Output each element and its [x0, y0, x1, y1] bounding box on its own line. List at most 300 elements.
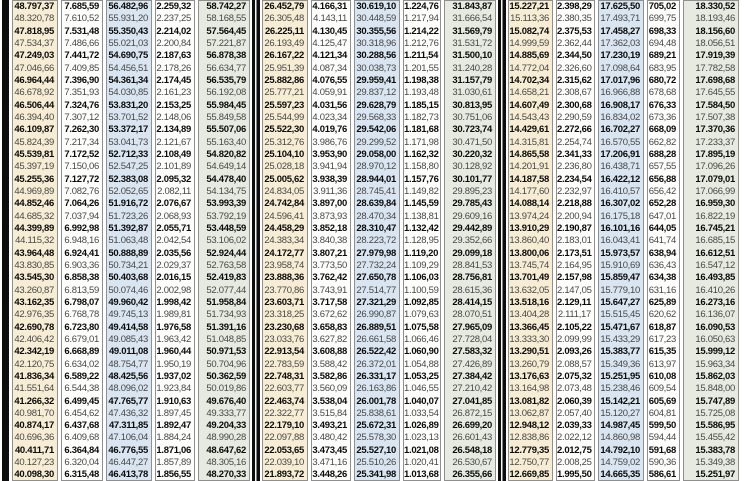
table-cell: 15.862,03 — [695, 370, 735, 382]
table-cell: 46.776,55 — [108, 444, 148, 456]
table-cell: 2.105,22 — [557, 321, 592, 333]
table-cell: 680,72 — [648, 74, 676, 86]
amortization-table — [12, 0, 739, 481]
table-cell: 27.728,04 — [452, 333, 492, 345]
table-cell: 25.522,30 — [264, 124, 304, 136]
table-cell: 2.016,15 — [156, 272, 191, 284]
table-cell: 17.782,58 — [695, 62, 735, 74]
table-cell: 1.060,90 — [404, 346, 439, 358]
table-cell: 2.039,33 — [557, 420, 592, 432]
table-cell: 14.885,69 — [509, 50, 549, 62]
table-cell: 56.535,79 — [206, 74, 246, 86]
table-cell: 17.362,03 — [600, 37, 640, 49]
table-cell: 52.077,44 — [206, 284, 246, 296]
table-cell: 17.919,39 — [695, 50, 735, 62]
table-cell: 43.964,48 — [14, 247, 54, 259]
table-cell: 4.059,91 — [312, 87, 347, 99]
table-cell: 28.841,53 — [452, 259, 492, 271]
table-cell: 6.437,68 — [64, 420, 99, 432]
table-cell: 49.333,77 — [206, 407, 246, 419]
table-cell: 1.181,68 — [404, 124, 439, 136]
table-cell: 2.153,25 — [156, 99, 191, 111]
table-cell: 3.986,76 — [312, 136, 347, 148]
table-cell: 22.603,77 — [264, 383, 304, 395]
table-cell: 23.230,68 — [264, 321, 304, 333]
table-cell: 48.270,33 — [206, 469, 246, 481]
table-cell: 4.166,31 — [312, 1, 347, 12]
table-cell: 2.341,33 — [557, 148, 592, 160]
table-cell: 54.649,14 — [206, 161, 246, 173]
table-cell: 16.090,53 — [695, 321, 735, 333]
table-cell: 26.889,51 — [356, 321, 396, 333]
table-cell: 6.589,22 — [64, 370, 99, 382]
table-cell: 2.002,98 — [156, 284, 191, 296]
table-cell: 30.128,92 — [452, 161, 492, 173]
table-cell: 16.908,17 — [600, 99, 640, 111]
table-cell: 53.831,20 — [108, 99, 148, 111]
table-cell: 29.568,33 — [356, 111, 396, 123]
table-cell: 47.818,95 — [14, 25, 54, 37]
table-cell: 2.315,62 — [557, 74, 592, 86]
table-cell: 31.030,61 — [452, 87, 492, 99]
table-cell: 26.331,17 — [356, 370, 396, 382]
table-cell: 26.452,79 — [264, 1, 304, 12]
table-column — [508, 0, 553, 481]
table-cell: 3.807,21 — [312, 247, 347, 259]
table-cell: 12.838,86 — [509, 432, 549, 444]
table-cell: 16.702,27 — [600, 124, 640, 136]
table-cell: 40.127,23 — [14, 457, 54, 469]
table-cell: 27.965,09 — [452, 321, 492, 333]
table-cell: 27.979,98 — [356, 247, 396, 259]
table-cell: 28.070,51 — [452, 309, 492, 321]
table-cell: 6.813,59 — [64, 284, 99, 296]
table-cell: 49.085,43 — [108, 333, 148, 345]
table-cell: 4.087,34 — [312, 62, 347, 74]
table-cell: 1.211,54 — [404, 50, 439, 62]
table-cell: 26.661,58 — [356, 333, 396, 345]
table-cell: 2.055,71 — [156, 222, 191, 234]
table-cell: 3.608,88 — [312, 346, 347, 358]
table-cell: 17.098,64 — [600, 62, 640, 74]
table-cell: 1.119,20 — [404, 247, 439, 259]
table-cell: 50.971,53 — [206, 346, 246, 358]
table-cell: 27.650,78 — [356, 272, 396, 284]
table-cell: 6.320,04 — [64, 457, 99, 469]
table-cell: 29.099,18 — [452, 247, 492, 259]
table-cell: 2.200,84 — [156, 37, 191, 49]
table-cell: 43.830,85 — [14, 259, 54, 271]
table-cell: 22.053,65 — [264, 444, 304, 456]
table-cell: 30.318,96 — [356, 37, 396, 49]
table-cell: 3.480,42 — [312, 432, 347, 444]
table-cell: 2.290,59 — [557, 111, 592, 123]
table-cell: 2.164,95 — [557, 259, 592, 271]
table-cell: 3.873,93 — [312, 210, 347, 222]
table-cell: 41.836,34 — [14, 370, 54, 382]
table-cell: 15.725,08 — [695, 407, 735, 419]
table-cell: 13.290,51 — [509, 346, 549, 358]
table-cell: 26.872,15 — [452, 407, 492, 419]
table-cell: 699,75 — [648, 13, 676, 25]
table-cell: 57.564,45 — [206, 25, 246, 37]
table-cell: 46.413,78 — [108, 469, 148, 481]
table-cell: 49.745,13 — [108, 309, 148, 321]
table-cell: 18.330,52 — [695, 1, 735, 12]
table-cell: 51.391,16 — [206, 321, 246, 333]
table-cell: 17.458,27 — [600, 25, 640, 37]
table-cell: 56.878,38 — [206, 50, 246, 62]
table-cell: 586,61 — [648, 469, 676, 481]
table-cell: 46.678,92 — [14, 87, 54, 99]
table-cell: 48.425,56 — [108, 370, 148, 382]
column-group — [12, 0, 250, 481]
table-cell: 25.838,61 — [356, 407, 396, 419]
table-cell: 15.999,12 — [695, 346, 735, 358]
table-cell: 3.473,45 — [312, 444, 347, 456]
table-cell: 2.218,88 — [557, 198, 592, 210]
table-cell: 15.383,78 — [695, 444, 735, 456]
table-cell: 17.017,96 — [600, 74, 640, 86]
table-cell: 30.101,77 — [452, 173, 492, 185]
table-cell: 16.547,12 — [695, 259, 735, 271]
table-cell: 3.840,38 — [312, 235, 347, 247]
table-cell: 16.570,55 — [600, 136, 640, 148]
table-cell: 52.924,44 — [206, 247, 246, 259]
table-cell: 30.355,56 — [356, 25, 396, 37]
table-column — [403, 0, 441, 481]
table-cell: 14.987,45 — [600, 420, 640, 432]
table-cell: 46.506,44 — [14, 99, 54, 111]
table-cell: 689,21 — [648, 50, 676, 62]
table-cell: 1.128,95 — [404, 235, 439, 247]
table-cell: 26.601,43 — [452, 432, 492, 444]
table-cell: 15.227,21 — [509, 1, 549, 12]
table-cell: 45.539,81 — [14, 148, 54, 160]
table-cell: 25.510,26 — [356, 457, 396, 469]
table-cell: 2.178,26 — [156, 62, 191, 74]
table-cell: 1.212,76 — [404, 37, 439, 49]
table-cell: 24.834,05 — [264, 185, 304, 197]
table-cell: 1.020,41 — [404, 457, 439, 469]
table-cell: 14.177,60 — [509, 185, 549, 197]
table-cell: 7.150,06 — [64, 161, 99, 173]
table-cell: 51.048,85 — [206, 333, 246, 345]
table-cell: 1.884,24 — [156, 432, 191, 444]
table-cell: 50.403,68 — [108, 272, 148, 284]
table-cell: 7.217,34 — [64, 136, 99, 148]
table-cell: 53.792,19 — [206, 210, 246, 222]
table-cell: 15.238,46 — [600, 383, 640, 395]
table-cell: 15.973,57 — [600, 247, 640, 259]
table-cell: 17.584,50 — [695, 99, 735, 111]
table-cell: 2.088,57 — [557, 358, 592, 370]
table-cell: 6.668,89 — [64, 346, 99, 358]
table-cell: 1.998,42 — [156, 296, 191, 308]
table-cell: 30.220,32 — [452, 148, 492, 160]
table-cell: 7.396,90 — [64, 74, 99, 86]
table-cell: 55.931,20 — [108, 13, 148, 25]
table-cell: 25.341,98 — [356, 469, 396, 481]
table-cell: 14.865,58 — [509, 148, 549, 160]
table-cell: 644,05 — [648, 222, 676, 234]
table-column — [598, 0, 644, 481]
table-cell: 615,35 — [648, 346, 676, 358]
table-cell: 14.429,61 — [509, 124, 549, 136]
table-cell: 16.410,26 — [695, 284, 735, 296]
table-cell: 54.134,75 — [206, 185, 246, 197]
table-cell: 4.130,45 — [312, 25, 347, 37]
table-cell: 1.046,55 — [404, 383, 439, 395]
table-cell: 647,01 — [648, 210, 676, 222]
table-cell: 51.723,26 — [108, 210, 148, 222]
table-cell: 2.237,25 — [156, 13, 191, 25]
table-cell: 47.534,37 — [14, 37, 54, 49]
table-cell: 55.507,06 — [206, 124, 246, 136]
table-cell: 13.860,40 — [509, 235, 549, 247]
table-cell: 1.021,08 — [404, 444, 439, 456]
table-cell: 29.299,52 — [356, 136, 396, 148]
table-cell: 16.834,02 — [600, 111, 640, 123]
table-cell: 15.113,36 — [510, 13, 549, 25]
table-cell: 14.201,91 — [509, 161, 549, 173]
table-cell: 4.019,76 — [312, 124, 347, 136]
table-cell: 23.318,25 — [264, 309, 304, 321]
table-cell: 2.362,44 — [557, 37, 592, 49]
table-cell: 28.223,72 — [356, 235, 396, 247]
table-cell: 27.384,42 — [452, 370, 492, 382]
table-cell: 6.858,38 — [64, 272, 99, 284]
table-cell: 4.023,34 — [312, 111, 347, 123]
table-cell: 7.324,76 — [64, 99, 99, 111]
table-cell: 52.763,58 — [206, 259, 246, 271]
table-cell: 13.404,28 — [509, 309, 549, 321]
table-cell: 1.871,06 — [156, 444, 191, 456]
table-cell: 4.076,55 — [312, 74, 347, 86]
table-cell: 44.685,32 — [14, 210, 54, 222]
table-cell: 3.658,83 — [312, 321, 347, 333]
table-cell: 2.326,60 — [557, 62, 592, 74]
table-cell: 14.860,98 — [600, 432, 640, 444]
table-cell: 31.531,72 — [452, 37, 492, 49]
table-cell: 23.033,76 — [264, 333, 304, 345]
table-cell: 1.033,54 — [404, 407, 439, 419]
table-cell: 2.008,25 — [557, 457, 592, 469]
table-cell: 1.132,42 — [404, 222, 439, 234]
table-cell: 15.859,47 — [600, 272, 640, 284]
table-cell: 27.732,24 — [356, 259, 396, 271]
table-cell: 22.783,59 — [264, 358, 304, 370]
table-cell: 2.111,17 — [557, 309, 591, 321]
table-cell: 14.607,49 — [509, 99, 549, 111]
table-cell: 28.756,81 — [452, 272, 492, 284]
table-cell: 1.185,15 — [404, 99, 439, 111]
table-cell: 6.679,01 — [64, 333, 99, 345]
table-cell: 7.172,52 — [64, 148, 99, 160]
table-cell: 29.837,12 — [356, 87, 396, 99]
table-cell: 705,02 — [648, 1, 676, 12]
table-cell: 53.993,39 — [206, 198, 246, 210]
table-cell: 30.448,59 — [356, 13, 396, 25]
table-cell: 16.493,85 — [695, 272, 735, 284]
table-cell: 25.312,76 — [264, 136, 304, 148]
table-cell: 1.856,55 — [156, 469, 191, 481]
table-cell: 47.765,77 — [108, 395, 148, 407]
table-cell: 590,36 — [648, 457, 676, 469]
table-cell: 1.976,58 — [156, 321, 191, 333]
table-cell: 2.214,02 — [156, 25, 191, 37]
table-cell: 678,68 — [648, 87, 676, 99]
group-separator-line — [252, 0, 260, 481]
table-cell: 591,68 — [648, 444, 676, 456]
table-cell: 29.785,43 — [452, 198, 492, 210]
table-cell: 618,87 — [648, 321, 676, 333]
table-cell: 30.813,95 — [452, 99, 492, 111]
table-column — [106, 0, 152, 481]
table-cell: 15.910,69 — [600, 259, 640, 271]
table-cell: 28.414,15 — [452, 296, 492, 308]
table-cell: 609,54 — [648, 383, 676, 395]
table-cell: 6.409,68 — [64, 432, 99, 444]
table-cell: 23.770,86 — [264, 284, 304, 296]
table-cell: 1.217,94 — [404, 13, 439, 25]
table-cell: 641,74 — [648, 235, 676, 247]
table-cell: 1.026,89 — [404, 420, 439, 432]
table-cell: 3.773,50 — [312, 259, 347, 271]
table-cell: 55.849,58 — [206, 111, 246, 123]
table-cell: 14.665,35 — [600, 469, 640, 481]
table-cell: 2.173,51 — [557, 247, 592, 259]
table-column — [262, 0, 308, 481]
table-cell: 2.174,45 — [156, 74, 191, 86]
table-cell: 51.392,87 — [108, 222, 148, 234]
table-cell: 40.098,30 — [14, 469, 54, 481]
table-cell: 47.311,85 — [108, 420, 148, 432]
table-cell: 7.409,85 — [64, 62, 99, 74]
table-cell: 13.974,24 — [509, 210, 549, 222]
table-cell: 2.042,54 — [156, 235, 191, 247]
table-cell: 13.260,79 — [509, 358, 549, 370]
table-cell: 15.383,77 — [600, 346, 640, 358]
table-cell: 15.349,36 — [600, 358, 640, 370]
table-cell: 7.351,93 — [64, 87, 99, 99]
table-cell: 27.210,42 — [452, 383, 492, 395]
table-cell: 16.685,15 — [695, 235, 735, 247]
table-cell: 3.448,26 — [312, 469, 347, 481]
table-cell: 2.147,05 — [557, 284, 592, 296]
table-cell: 14.543,43 — [509, 111, 549, 123]
table-cell: 30.751,06 — [452, 111, 492, 123]
table-cell: 43.545,30 — [14, 272, 54, 284]
table-cell: 52.419,83 — [206, 272, 246, 284]
table-cell: 13.910,29 — [509, 222, 549, 234]
table-cell: 3.852,18 — [312, 222, 347, 234]
table-cell: 1.106,03 — [404, 272, 439, 284]
table-cell: 31.157,79 — [452, 74, 492, 86]
table-cell: 14.187,58 — [509, 173, 549, 185]
table-cell: 2.200,94 — [557, 210, 592, 222]
table-cell: 16.307,02 — [600, 198, 640, 210]
table-cell: 46.964,44 — [14, 74, 54, 86]
table-cell: 7.610,52 — [64, 13, 99, 25]
table-cell: 16.745,21 — [695, 222, 735, 234]
table-cell: 49.960,42 — [108, 296, 148, 308]
table-cell: 27.426,89 — [452, 358, 492, 370]
table-cell: 3.471,16 — [312, 457, 347, 469]
table-cell: 6.924,41 — [64, 247, 99, 259]
table-cell: 1.092,85 — [404, 296, 439, 308]
table-cell: 55.163,40 — [206, 136, 246, 148]
table-cell: 48.754,77 — [108, 358, 148, 370]
table-cell: 21.893,72 — [264, 469, 304, 481]
table-cell: 31.569,79 — [452, 25, 492, 37]
table-cell: 28.970,12 — [356, 161, 396, 173]
table-cell: 2.375,53 — [557, 25, 592, 37]
table-cell: 56.634,77 — [206, 62, 246, 74]
table-cell: 15.647,27 — [600, 296, 640, 308]
table-cell: 42.120,75 — [14, 358, 54, 370]
table-cell: 22.322,77 — [264, 407, 304, 419]
table-cell: 1.040,07 — [404, 395, 439, 407]
table-cell: 1.066,46 — [404, 333, 439, 345]
table-cell: 3.743,91 — [312, 284, 347, 296]
table-cell: 1.937,02 — [156, 370, 191, 382]
table-cell: 1.214,22 — [404, 25, 439, 37]
table-cell: 48.320,78 — [14, 13, 54, 25]
table-cell: 15.963,34 — [695, 358, 735, 370]
table-cell: 44.852,46 — [14, 198, 54, 210]
table-cell: 24.383,34 — [264, 235, 304, 247]
table-cell: 1.075,58 — [404, 321, 439, 333]
table-cell: 28.944,01 — [356, 173, 396, 185]
table-cell: 26.167,22 — [264, 50, 304, 62]
table-cell: 14.702,34 — [509, 74, 549, 86]
table-cell: 49.011,08 — [108, 346, 148, 358]
table-cell: 12.779,35 — [509, 444, 549, 456]
table-cell: 31.666,54 — [452, 13, 492, 25]
table-cell: 28.470,34 — [356, 210, 396, 222]
table-cell: 17.206,91 — [600, 148, 640, 160]
table-cell: 1.053,25 — [404, 370, 439, 382]
table-cell: 604,81 — [648, 407, 676, 419]
table-cell: 29.352,66 — [452, 235, 492, 247]
table-cell: 15.433,29 — [600, 333, 640, 345]
table-cell: 1.897,45 — [156, 407, 191, 419]
table-cell: 4.143,11 — [313, 13, 347, 25]
table-cell: 31.500,10 — [452, 50, 492, 62]
table-cell: 2.259,32 — [156, 1, 191, 12]
table-cell: 42.976,35 — [14, 309, 54, 321]
table-cell: 1.100,59 — [404, 284, 439, 296]
table-cell: 30.471,50 — [452, 136, 492, 148]
table-cell: 49.414,58 — [108, 321, 148, 333]
table-cell: 1.182,73 — [404, 111, 439, 123]
table-cell: 1.149,82 — [404, 185, 439, 197]
table-cell: 25.028,18 — [264, 161, 304, 173]
table-cell: 46.109,87 — [14, 124, 54, 136]
table-cell: 1.013,68 — [404, 469, 439, 481]
table-cell: 6.634,02 — [64, 358, 99, 370]
table-cell: 23.603,71 — [264, 296, 304, 308]
table-cell: 1.054,88 — [404, 358, 439, 370]
table-cell: 6.768,78 — [64, 309, 99, 321]
table-cell: 1.023,13 — [404, 432, 439, 444]
table-cell: 55.984,45 — [206, 99, 246, 111]
table-cell: 3.941,94 — [312, 161, 347, 173]
table-cell: 48.096,02 — [108, 383, 148, 395]
table-cell: 6.454,62 — [64, 407, 99, 419]
table-cell: 46.394,40 — [14, 111, 54, 123]
